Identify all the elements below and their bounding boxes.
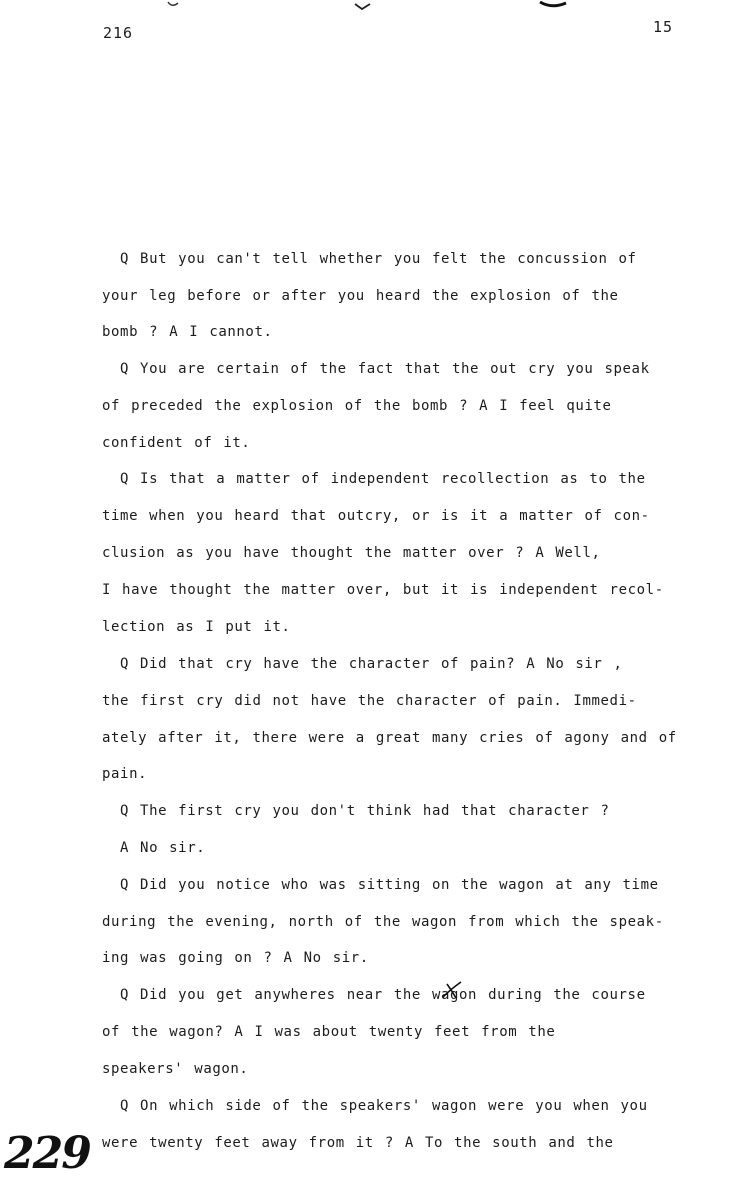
text-line: your leg before or after you heard the explosion of the: [102, 288, 619, 304]
text-line: the first cry did not have the character of pain. Immedi-: [102, 693, 637, 709]
text-line: Q On which side of the speakers' wagon were you when you: [120, 1098, 648, 1114]
text-line: Q The first cry you don't think had that character ?: [120, 803, 610, 819]
top-edge-marks: [0, 0, 731, 14]
text-line: Q But you can't tell whether you felt the concussion of: [120, 251, 637, 267]
text-line: lection as I put it.: [102, 619, 291, 635]
text-line: bomb ? A I cannot.: [102, 324, 273, 340]
text-line: during the evening, north of the wagon from which the speak-: [102, 914, 664, 930]
text-line: Q You are certain of the fact that the out cry you speak: [120, 361, 650, 377]
margin-handwritten-number: 229: [4, 1128, 90, 1179]
text-line: A No sir.: [120, 840, 206, 856]
text-line: Q Did that cry have the character of pain? A No sir ,: [120, 656, 623, 672]
text-line: confident of it.: [102, 435, 251, 451]
text-line: ing was going on ? A No sir.: [102, 950, 369, 966]
handwritten-x-mark: [439, 979, 465, 1001]
text-line: Q Did you notice who was sitting on the wagon at any time: [120, 877, 659, 893]
text-line: Q Did you get anywheres near the wagon during the course: [120, 987, 646, 1003]
page-number-right: 15: [653, 18, 674, 36]
text-line: I have thought the matter over, but it is independent recol-: [102, 582, 664, 598]
page-number-left: 216: [103, 24, 134, 42]
text-line: time when you heard that outcry, or is it a matter of con-: [102, 508, 650, 524]
text-line: of the wagon? A I was about twenty feet from the: [102, 1024, 556, 1040]
text-line: Q Is that a matter of independent recollection as to the: [120, 471, 646, 487]
text-line: speakers' wagon.: [102, 1061, 249, 1077]
text-line: ately after it, there were a great many cries of agony and of: [102, 730, 677, 746]
text-line: of preceded the explosion of the bomb ? A I feel quite: [102, 398, 612, 414]
text-line: were twenty feet away from it ? A To the south and the: [102, 1135, 614, 1151]
text-line: pain.: [102, 766, 148, 782]
text-line: clusion as you have thought the matter over ? A Well,: [102, 545, 601, 561]
